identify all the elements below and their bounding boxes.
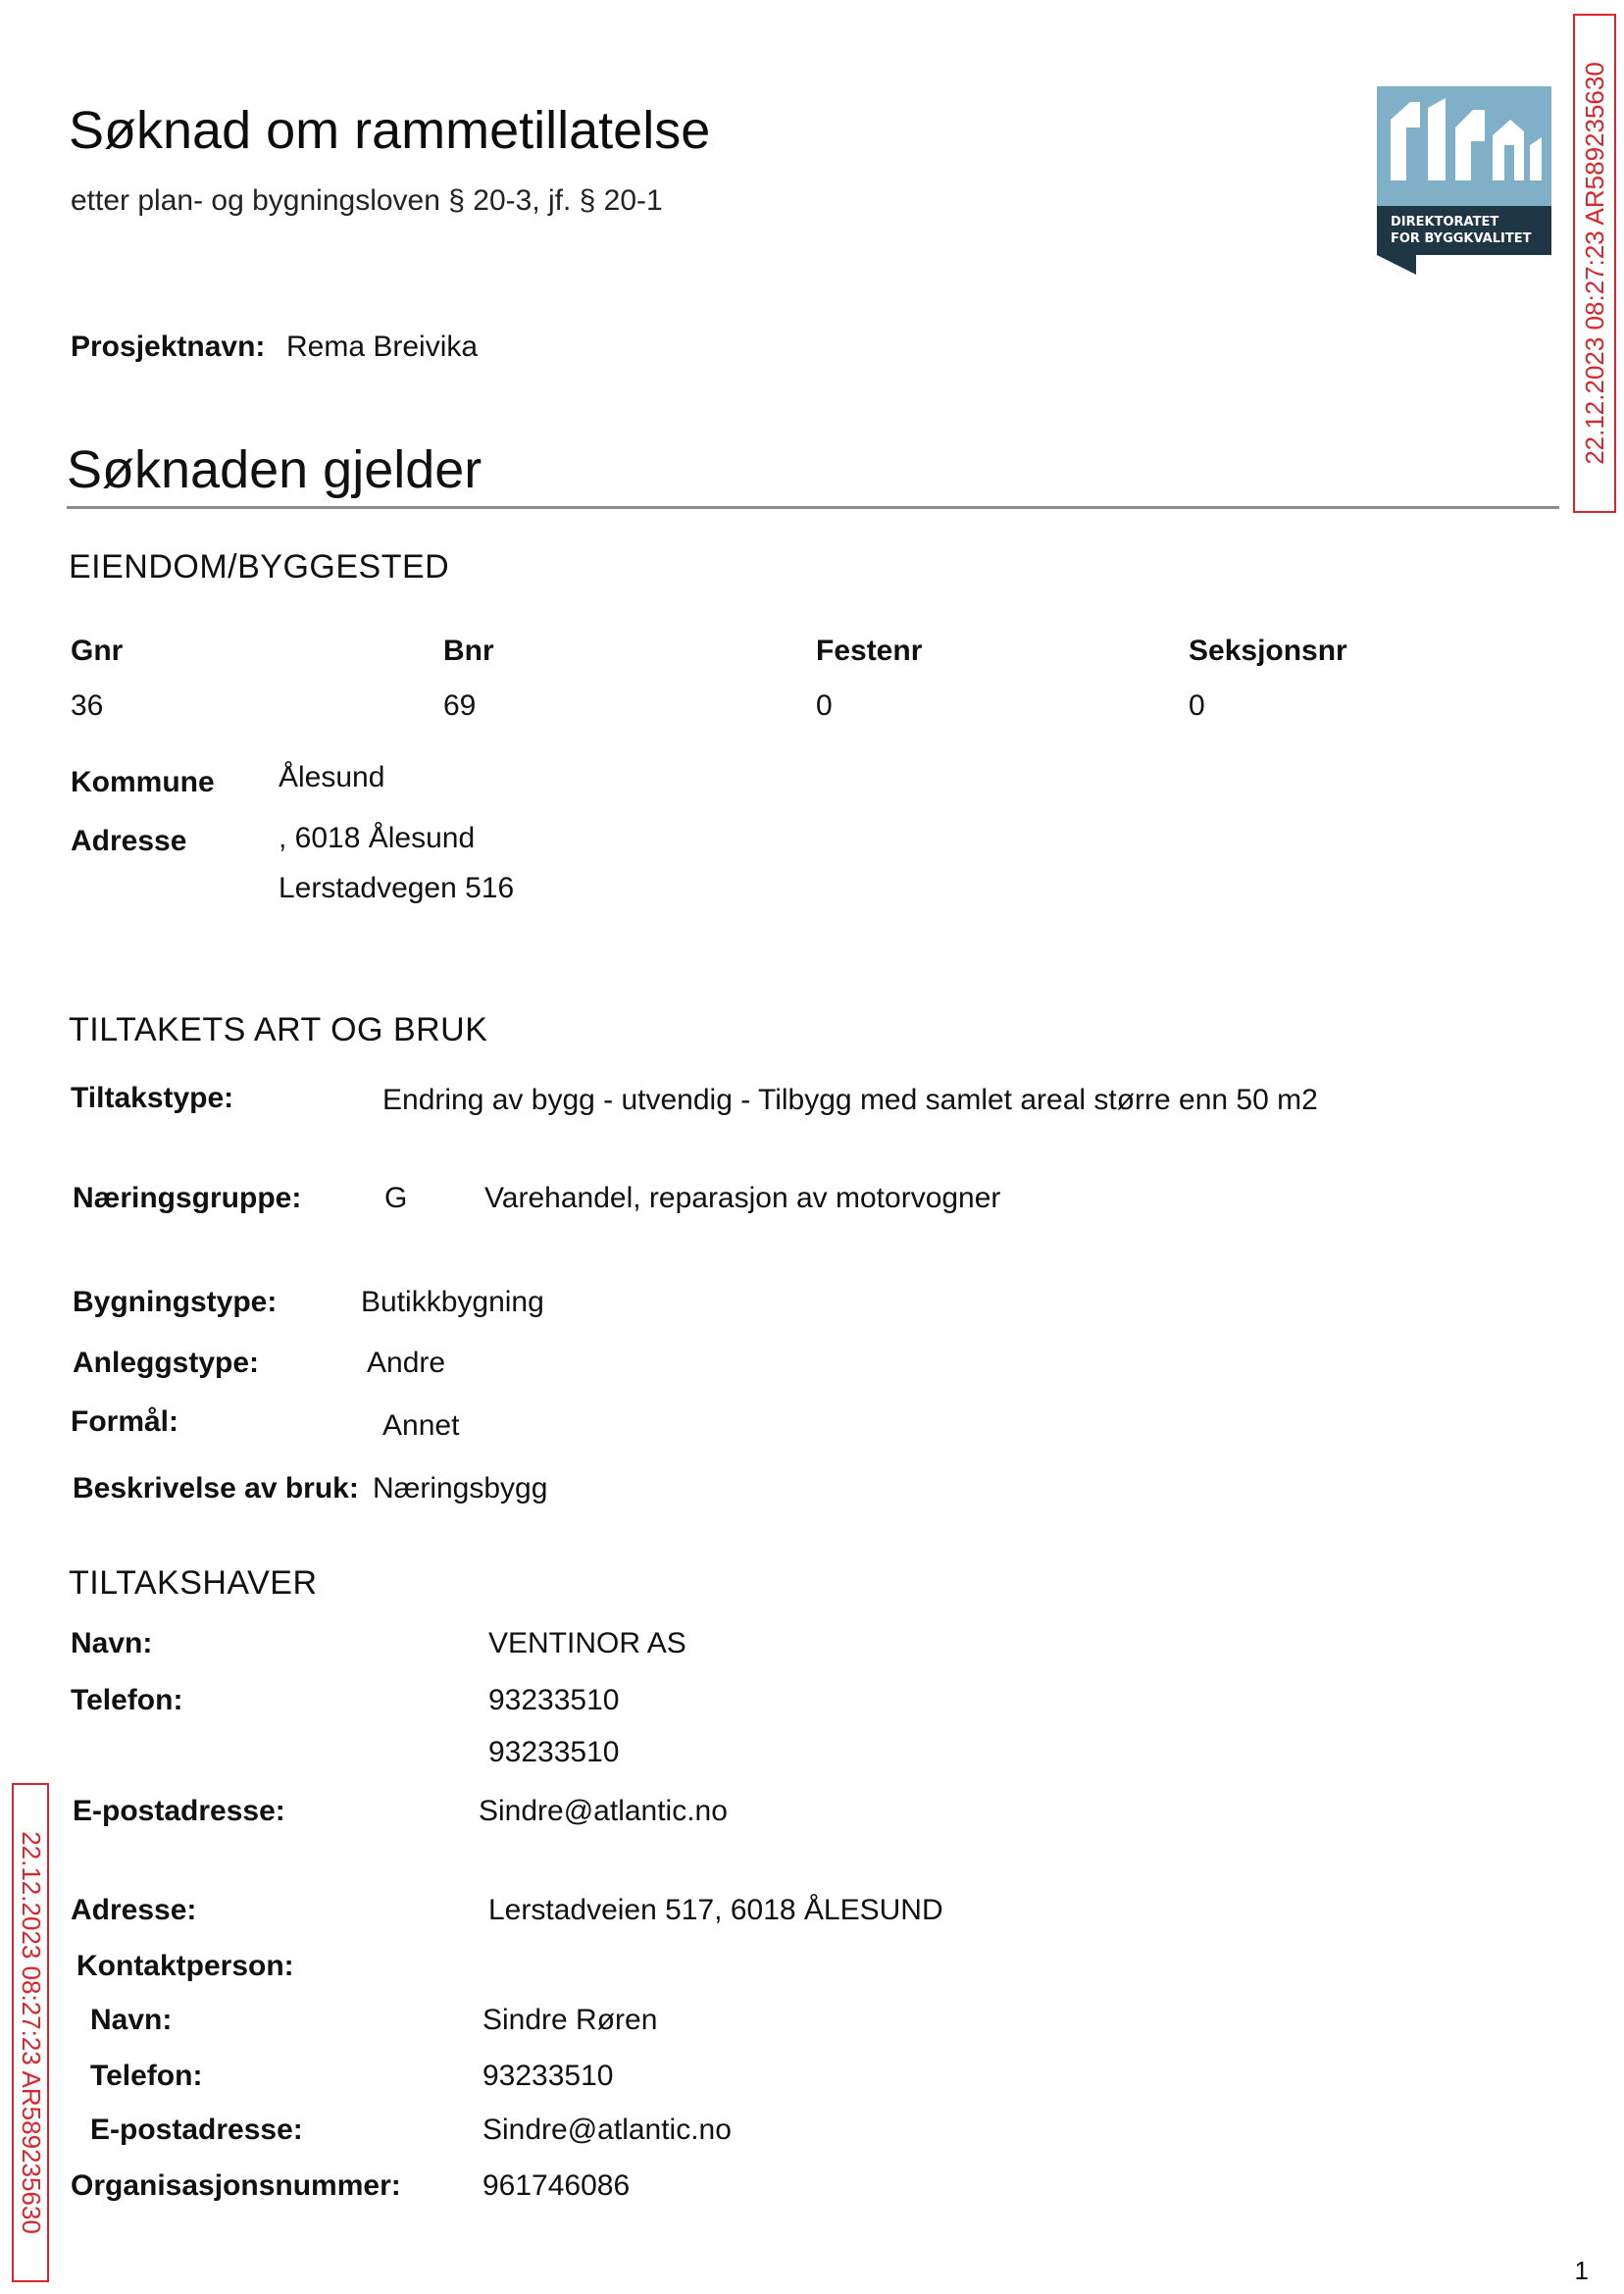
timestamp-stamp-bottom bbox=[12, 1783, 49, 2282]
naeringsgruppe-code: G bbox=[384, 1182, 408, 1214]
section-heading: Søknaden gjelder bbox=[67, 440, 482, 499]
page-title: Søknad om rammetillatelse bbox=[69, 101, 711, 160]
contact-navn-label: Navn: bbox=[90, 2004, 173, 2036]
contact-navn-value: Sindre Røren bbox=[482, 2004, 658, 2036]
contact-person-label: Kontaktperson: bbox=[76, 1950, 294, 1982]
owner-navn-value: VENTINOR AS bbox=[488, 1627, 686, 1659]
contact-telefon-value: 93233510 bbox=[482, 2060, 614, 2092]
kommune-label: Kommune bbox=[71, 766, 215, 798]
logo-text-line1: DIREKTORATET bbox=[1391, 215, 1499, 229]
owner-navn-label: Navn: bbox=[71, 1627, 153, 1659]
owner-telefon-value2: 93233510 bbox=[488, 1736, 620, 1768]
festenr-value: 0 bbox=[816, 689, 833, 722]
naeringsgruppe-value: Varehandel, reparasjon av motorvogner bbox=[484, 1182, 1001, 1214]
contact-epost-label: E-postadresse: bbox=[90, 2114, 303, 2146]
owner-epost-label: E-postadresse: bbox=[73, 1795, 285, 1827]
tiltakstype-label: Tiltakstype: bbox=[71, 1082, 234, 1114]
owner-telefon-label: Telefon: bbox=[71, 1684, 183, 1716]
gnr-label: Gnr bbox=[71, 635, 124, 667]
kommune-value: Ålesund bbox=[279, 761, 385, 793]
stamp-text: 22.12.2023 08:27:23 AR589235630 bbox=[1579, 62, 1609, 465]
page-subtitle: etter plan- og bygningsloven § 20-3, jf. § 20-1 bbox=[71, 184, 663, 217]
bygningstype-label: Bygningstype: bbox=[73, 1286, 278, 1318]
anleggstype-value: Andre bbox=[367, 1347, 446, 1379]
anleggstype-label: Anleggstype: bbox=[73, 1347, 260, 1379]
bygningstype-value: Butikkbygning bbox=[361, 1286, 544, 1318]
property-heading: EIENDOM/BYGGESTED bbox=[69, 548, 450, 586]
seksjonsnr-label: Seksjonsnr bbox=[1189, 635, 1347, 667]
seksjonsnr-value: 0 bbox=[1189, 689, 1205, 722]
bnr-value: 69 bbox=[443, 689, 477, 722]
owner-telefon-value1: 93233510 bbox=[488, 1684, 620, 1716]
contact-telefon-label: Telefon: bbox=[90, 2060, 203, 2092]
stamp-text: 22.12.2023 08:27:23 AR589235630 bbox=[16, 1831, 46, 2234]
section-divider bbox=[67, 506, 1559, 509]
measure-heading: TILTAKETS ART OG BRUK bbox=[69, 1011, 488, 1048]
orgnr-label: Organisasjonsnummer: bbox=[71, 2169, 401, 2202]
owner-epost-value: Sindre@atlantic.no bbox=[479, 1795, 728, 1827]
timestamp-stamp-top bbox=[1573, 14, 1616, 513]
project-name-value: Rema Breivika bbox=[286, 331, 479, 363]
project-name-label: Prosjektnavn: bbox=[71, 331, 266, 363]
gnr-value: 36 bbox=[71, 689, 104, 722]
naeringsgruppe-label: Næringsgruppe: bbox=[73, 1182, 302, 1214]
logo-tab bbox=[1377, 255, 1416, 275]
logo-text-line2: FOR BYGGKVALITET bbox=[1391, 231, 1532, 246]
owner-adresse-value: Lerstadveien 517, 6018 ÅLESUND bbox=[488, 1894, 943, 1926]
owner-adresse-label: Adresse: bbox=[71, 1894, 197, 1926]
adresse-line1: , 6018 Ålesund bbox=[279, 822, 476, 854]
adresse-label: Adresse bbox=[71, 825, 187, 857]
logo-bottom-block bbox=[1377, 206, 1551, 255]
dibk-logo bbox=[1377, 86, 1551, 275]
owner-heading: TILTAKSHAVER bbox=[69, 1564, 318, 1602]
festenr-label: Festenr bbox=[816, 635, 923, 667]
adresse-line2: Lerstadvegen 516 bbox=[279, 872, 515, 904]
orgnr-value: 961746086 bbox=[482, 2169, 631, 2202]
bnr-label: Bnr bbox=[443, 635, 494, 667]
formal-value: Annet bbox=[382, 1409, 460, 1442]
contact-epost-value: Sindre@atlantic.no bbox=[482, 2114, 732, 2146]
beskrivelse-label: Beskrivelse av bruk: bbox=[73, 1472, 359, 1504]
page-number: 1 bbox=[1574, 2256, 1589, 2285]
beskrivelse-value: Næringsbygg bbox=[373, 1472, 548, 1504]
tiltakstype-value: Endring av bygg - utvendig - Tilbygg med samlet areal større enn 50 m2 bbox=[382, 1084, 1318, 1116]
formal-label: Formål: bbox=[71, 1405, 179, 1438]
